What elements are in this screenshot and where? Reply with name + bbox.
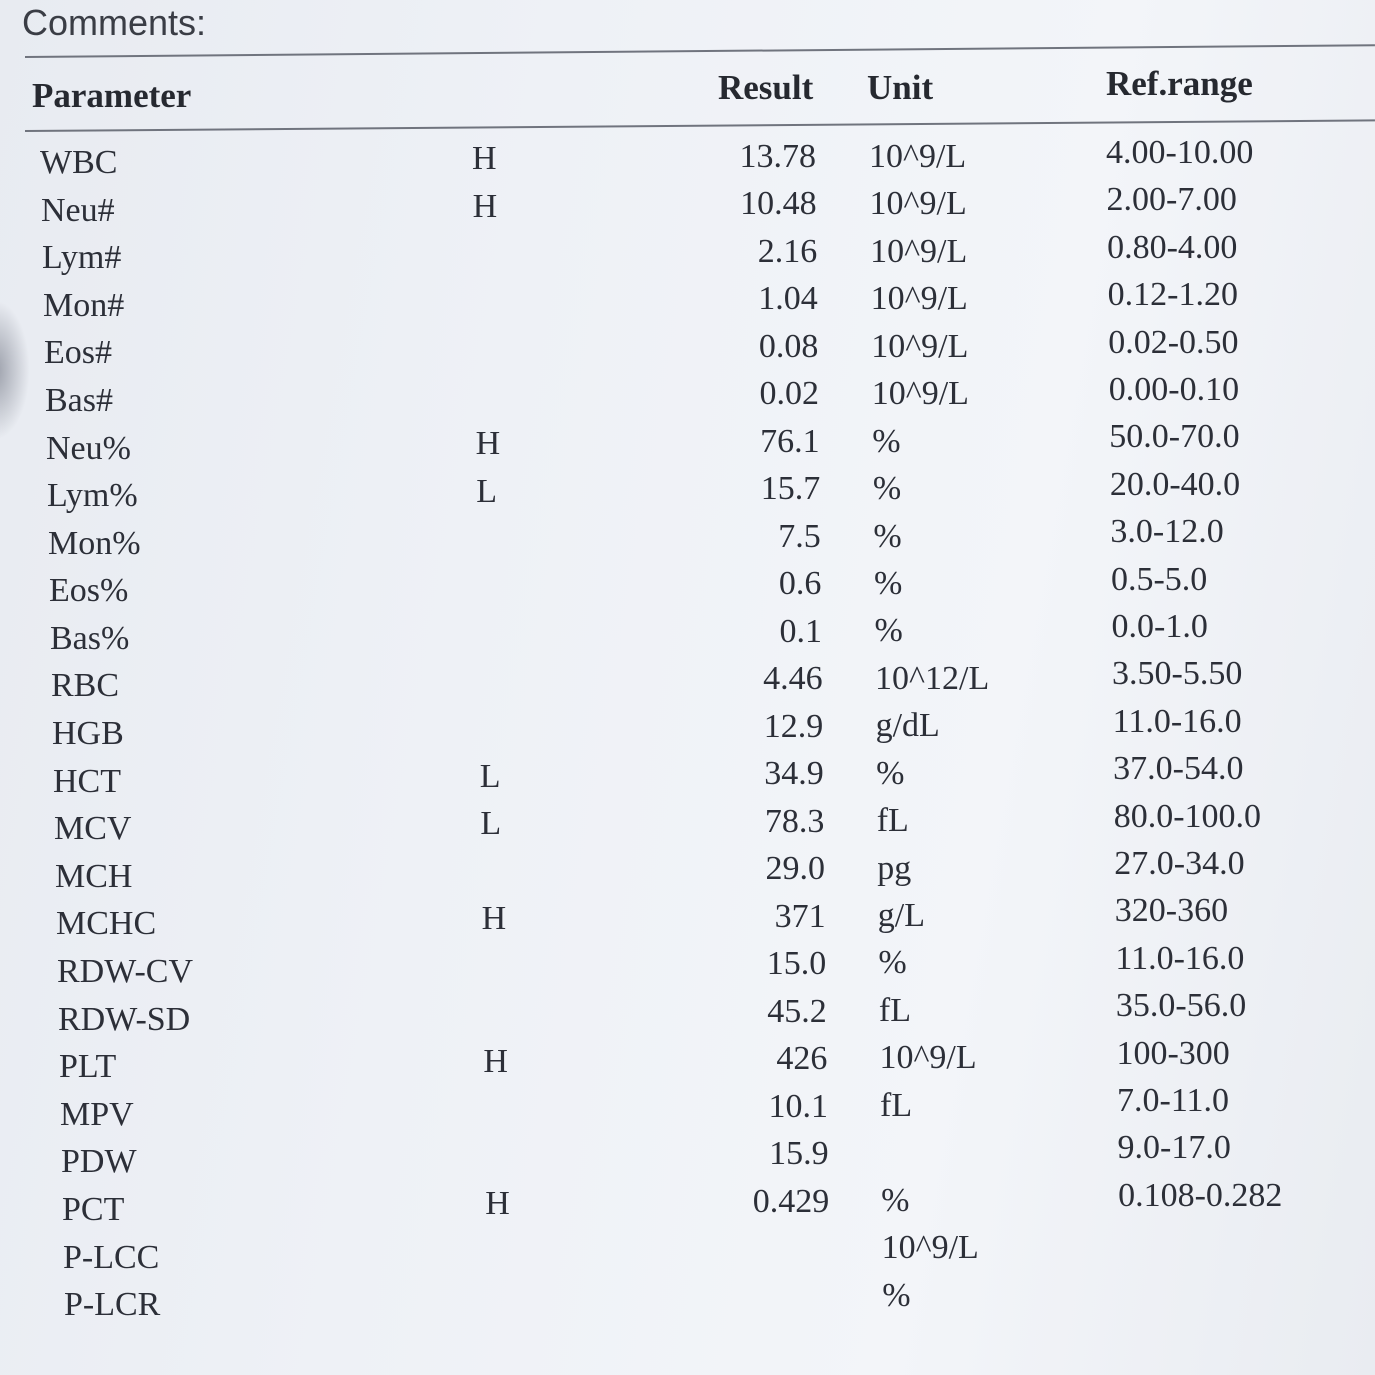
ref-range-cell: 320-360 (1114, 892, 1229, 930)
ref-range-cell: 37.0-54.0 (1113, 750, 1244, 788)
header-divider (25, 119, 1375, 132)
unit-cell: % (873, 517, 902, 555)
unit-cell: g/L (877, 897, 926, 935)
table-row (0, 1176, 1375, 1233)
unit-cell: % (882, 1276, 911, 1314)
ref-range-cell: 100-300 (1116, 1034, 1230, 1072)
flag-cell: L (479, 757, 501, 795)
flag-cell: H (483, 1042, 508, 1080)
ref-range-cell: 0.80-4.00 (1107, 228, 1238, 266)
unit-cell: 10^9/L (881, 1229, 979, 1267)
parameter-cell: Neu% (46, 429, 131, 467)
result-cell: 0.6 (778, 565, 822, 603)
result-cell: 0.02 (759, 375, 819, 413)
ref-range-cell: 27.0-34.0 (1114, 844, 1245, 882)
parameter-cell: MCHC (56, 905, 157, 943)
unit-cell: 10^9/L (871, 375, 969, 413)
result-cell: 1.04 (758, 280, 818, 318)
parameter-cell: Mon# (43, 286, 125, 324)
result-cell: 2.16 (757, 232, 818, 270)
unit-cell: 10^9/L (871, 327, 969, 365)
table-row (0, 1276, 1375, 1328)
result-cell: 0.08 (758, 327, 819, 365)
unit-cell: % (874, 612, 903, 650)
unit-cell: pg (877, 849, 912, 887)
header-parameter: Parameter (32, 76, 192, 115)
ref-range-cell: 0.108-0.282 (1118, 1176, 1283, 1214)
ref-range-cell: 7.0-11.0 (1117, 1081, 1230, 1119)
parameter-cell: RDW-CV (57, 953, 193, 990)
parameter-cell: HCT (53, 762, 121, 800)
result-cell: 10.1 (768, 1087, 828, 1125)
ref-range-cell: 35.0-56.0 (1115, 987, 1247, 1025)
parameter-cell: MPV (60, 1095, 134, 1133)
result-cell: 45.2 (767, 992, 827, 1030)
ref-range-cell: 3.0-12.0 (1110, 513, 1224, 551)
flag-cell: H (475, 425, 501, 463)
result-cell: 4.46 (763, 660, 823, 698)
table-row (0, 228, 1375, 281)
unit-cell: % (872, 470, 902, 508)
flag-cell: H (472, 140, 497, 177)
table-row (0, 1229, 1375, 1281)
ref-range-cell: 2.00-7.00 (1106, 181, 1237, 219)
parameter-cell: P-LCR (64, 1286, 161, 1324)
unit-cell: fL (878, 991, 911, 1029)
unit-cell: % (872, 422, 901, 460)
table-row (0, 134, 1375, 186)
unit-cell: 10^9/L (869, 138, 967, 175)
table-row (0, 276, 1375, 329)
parameter-cell: Neu# (41, 191, 115, 229)
parameter-cell: HGB (52, 715, 124, 753)
flag-cell: H (472, 187, 498, 225)
parameter-cell: Bas% (50, 619, 130, 657)
parameter-cell: PDW (61, 1143, 137, 1181)
unit-cell: % (876, 754, 905, 792)
flag-cell: H (485, 1185, 510, 1223)
parameter-cell: WBC (40, 144, 118, 181)
unit-cell: 10^9/L (869, 185, 967, 223)
result-cell: 15.7 (760, 470, 821, 508)
unit-cell: fL (876, 802, 909, 840)
table-row (0, 418, 1375, 472)
unit-cell: fL (880, 1086, 913, 1124)
unit-cell: 10^12/L (875, 659, 990, 697)
result-cell: 78.3 (764, 802, 825, 840)
result-cell: 0.429 (752, 1182, 830, 1220)
result-cell: 29.0 (765, 850, 825, 888)
parameter-cell: Lym% (47, 477, 138, 515)
unit-cell: g/dL (875, 707, 940, 745)
ref-range-cell: 80.0-100.0 (1113, 797, 1262, 835)
result-cell: 34.9 (764, 755, 824, 793)
result-cell: 15.0 (766, 945, 827, 983)
parameter-cell: MCV (54, 810, 132, 848)
parameter-cell: PCT (62, 1190, 125, 1228)
parameter-cell: Mon% (48, 524, 141, 562)
result-cell: 0.1 (779, 612, 822, 650)
flag-cell: L (476, 472, 497, 510)
unit-cell: % (878, 944, 907, 982)
result-cell: 15.9 (769, 1135, 829, 1173)
unit-cell: 10^9/L (879, 1039, 977, 1077)
parameter-cell: Eos# (44, 334, 112, 372)
ref-range-cell: 50.0-70.0 (1109, 418, 1240, 456)
ref-range-cell: 0.00-0.10 (1108, 371, 1240, 408)
ref-range-cell: 11.0-16.0 (1115, 939, 1245, 977)
flag-cell: L (480, 805, 502, 843)
result-cell: 10.48 (740, 185, 817, 223)
header-ref-range: Ref.range (1106, 64, 1253, 103)
parameter-cell: P-LCC (63, 1238, 160, 1276)
parameter-cell: RBC (51, 667, 120, 705)
ref-range-cell: 9.0-17.0 (1117, 1129, 1231, 1167)
ref-range-cell: 11.0-16.0 (1112, 702, 1242, 740)
result-cell: 7.5 (778, 517, 821, 555)
result-cell: 426 (776, 1040, 828, 1078)
ref-range-cell: 0.12-1.20 (1107, 276, 1238, 314)
header-result: Result (718, 68, 814, 107)
unit-cell: % (881, 1181, 910, 1219)
parameter-cell: Bas# (45, 381, 113, 419)
parameter-cell: Eos% (49, 572, 129, 610)
header-unit: Unit (867, 68, 934, 107)
top-divider (25, 44, 1375, 58)
ref-range-cell: 0.02-0.50 (1108, 323, 1239, 361)
parameter-cell: Lym# (42, 239, 122, 277)
flag-cell: H (481, 900, 507, 938)
result-cell: 12.9 (763, 707, 824, 745)
table-row (0, 323, 1375, 376)
unit-cell: 10^9/L (870, 280, 968, 318)
parameter-cell: MCH (55, 857, 133, 895)
unit-cell: 10^9/L (870, 232, 968, 270)
ref-range-cell: 0.5-5.0 (1110, 560, 1208, 598)
table-row (0, 181, 1375, 234)
ref-range-cell: 0.0-1.0 (1111, 607, 1208, 645)
comments-label: Comments: (22, 2, 207, 43)
ref-range-cell: 3.50-5.50 (1112, 655, 1243, 693)
result-cell: 13.78 (739, 138, 816, 175)
table-row (0, 371, 1375, 424)
ref-range-cell: 20.0-40.0 (1109, 465, 1241, 503)
result-cell: 371 (774, 897, 826, 935)
parameter-cell: RDW-SD (58, 1000, 191, 1038)
parameter-cell: PLT (59, 1048, 117, 1086)
ref-range-cell: 4.00-10.00 (1106, 134, 1254, 171)
unit-cell: % (873, 564, 903, 602)
result-cell: 76.1 (760, 422, 820, 460)
